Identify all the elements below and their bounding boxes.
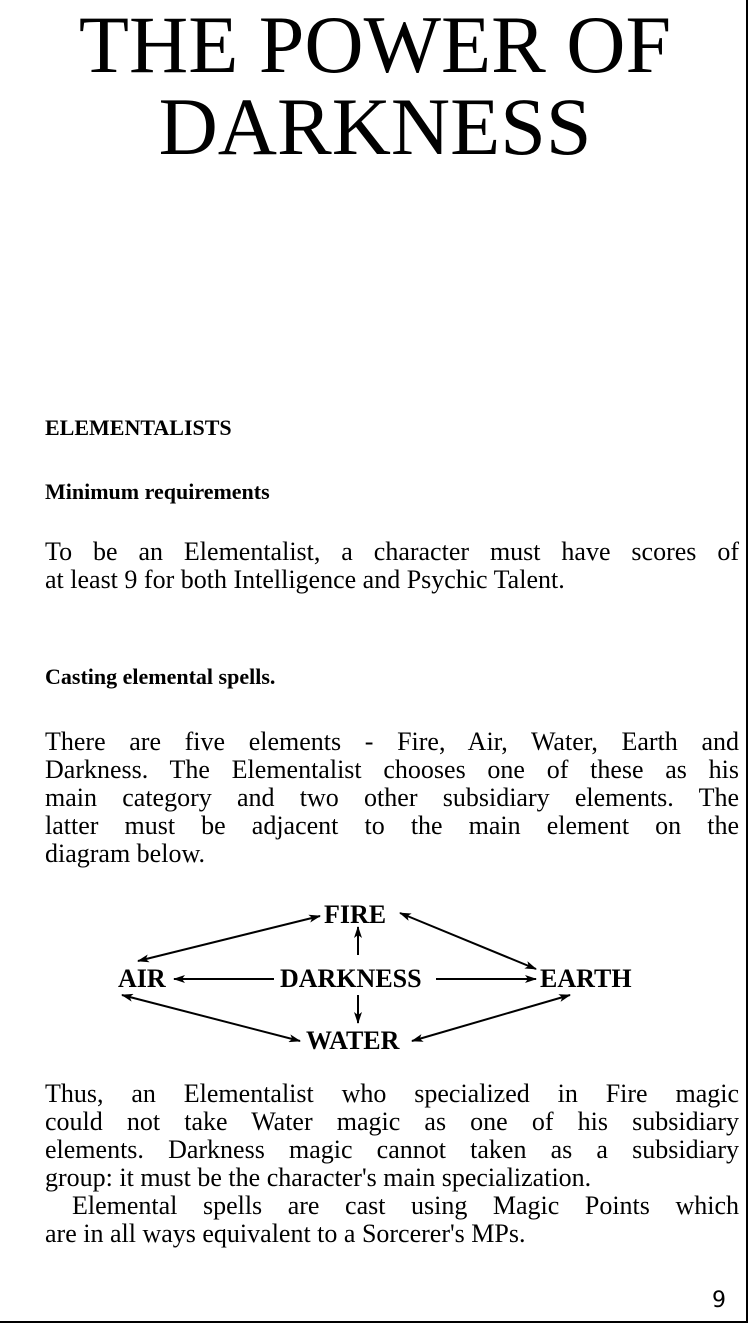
thus-line-2: could not take Water magic as one of his subsidiary	[45, 1107, 739, 1136]
casting-line-2: Darkness. The Elementalist chooses one of these as his	[45, 755, 739, 784]
elements-diagram	[100, 895, 660, 1060]
casting-line-5: diagram below.	[45, 839, 206, 868]
node-fire: FIRE	[324, 900, 387, 929]
casting-line-1: There are five elements - Fire, Air, Water, Earth and	[45, 727, 739, 756]
page-number: 9	[712, 1288, 726, 1313]
arrow-air-water	[122, 995, 300, 1041]
thus-line-3: elements. Darkness magic cannot taken as a subsidiary	[45, 1135, 739, 1164]
requirements-line-1: To be an Elementalist, a character must have scores of	[45, 537, 739, 566]
arrow-fire-earth	[400, 913, 536, 969]
casting-line-3: main category and two other subsidiary elements. The	[45, 783, 739, 812]
thus-line-5: Elemental spells are cast using Magic Points which	[72, 1191, 739, 1220]
node-water: WATER	[306, 1026, 400, 1055]
thus-line-6: are in all ways equivalent to a Sorcerer's MPs.	[45, 1219, 526, 1248]
casting-line-4: latter must be adjacent to the main element on the	[45, 811, 739, 840]
thus-paragraph	[45, 1080, 739, 1248]
section-heading-elementalists: ELEMENTALISTS	[45, 415, 232, 440]
requirements-line-2: at least 9 for both Intelligence and Psychic Talent.	[45, 565, 565, 594]
arrow-fire-air	[138, 916, 320, 961]
page-title	[0, 0, 750, 170]
arrow-water-earth	[412, 995, 570, 1041]
subheading-casting-elemental-spells: Casting elemental spells.	[45, 664, 276, 689]
subheading-minimum-requirements: Minimum requirements	[45, 479, 270, 504]
requirements-paragraph	[45, 538, 739, 594]
title-line-1: THE POWER OF	[78, 0, 672, 90]
node-air: AIR	[118, 964, 166, 993]
title-line-2: DARKNESS	[158, 81, 592, 172]
node-earth: EARTH	[540, 964, 632, 993]
thus-line-4: group: it must be the character's main specialization.	[45, 1163, 592, 1192]
node-darkness: DARKNESS	[280, 964, 422, 993]
casting-paragraph	[45, 728, 739, 868]
thus-line-1: Thus, an Elementalist who specialized in Fire magic	[45, 1079, 739, 1108]
